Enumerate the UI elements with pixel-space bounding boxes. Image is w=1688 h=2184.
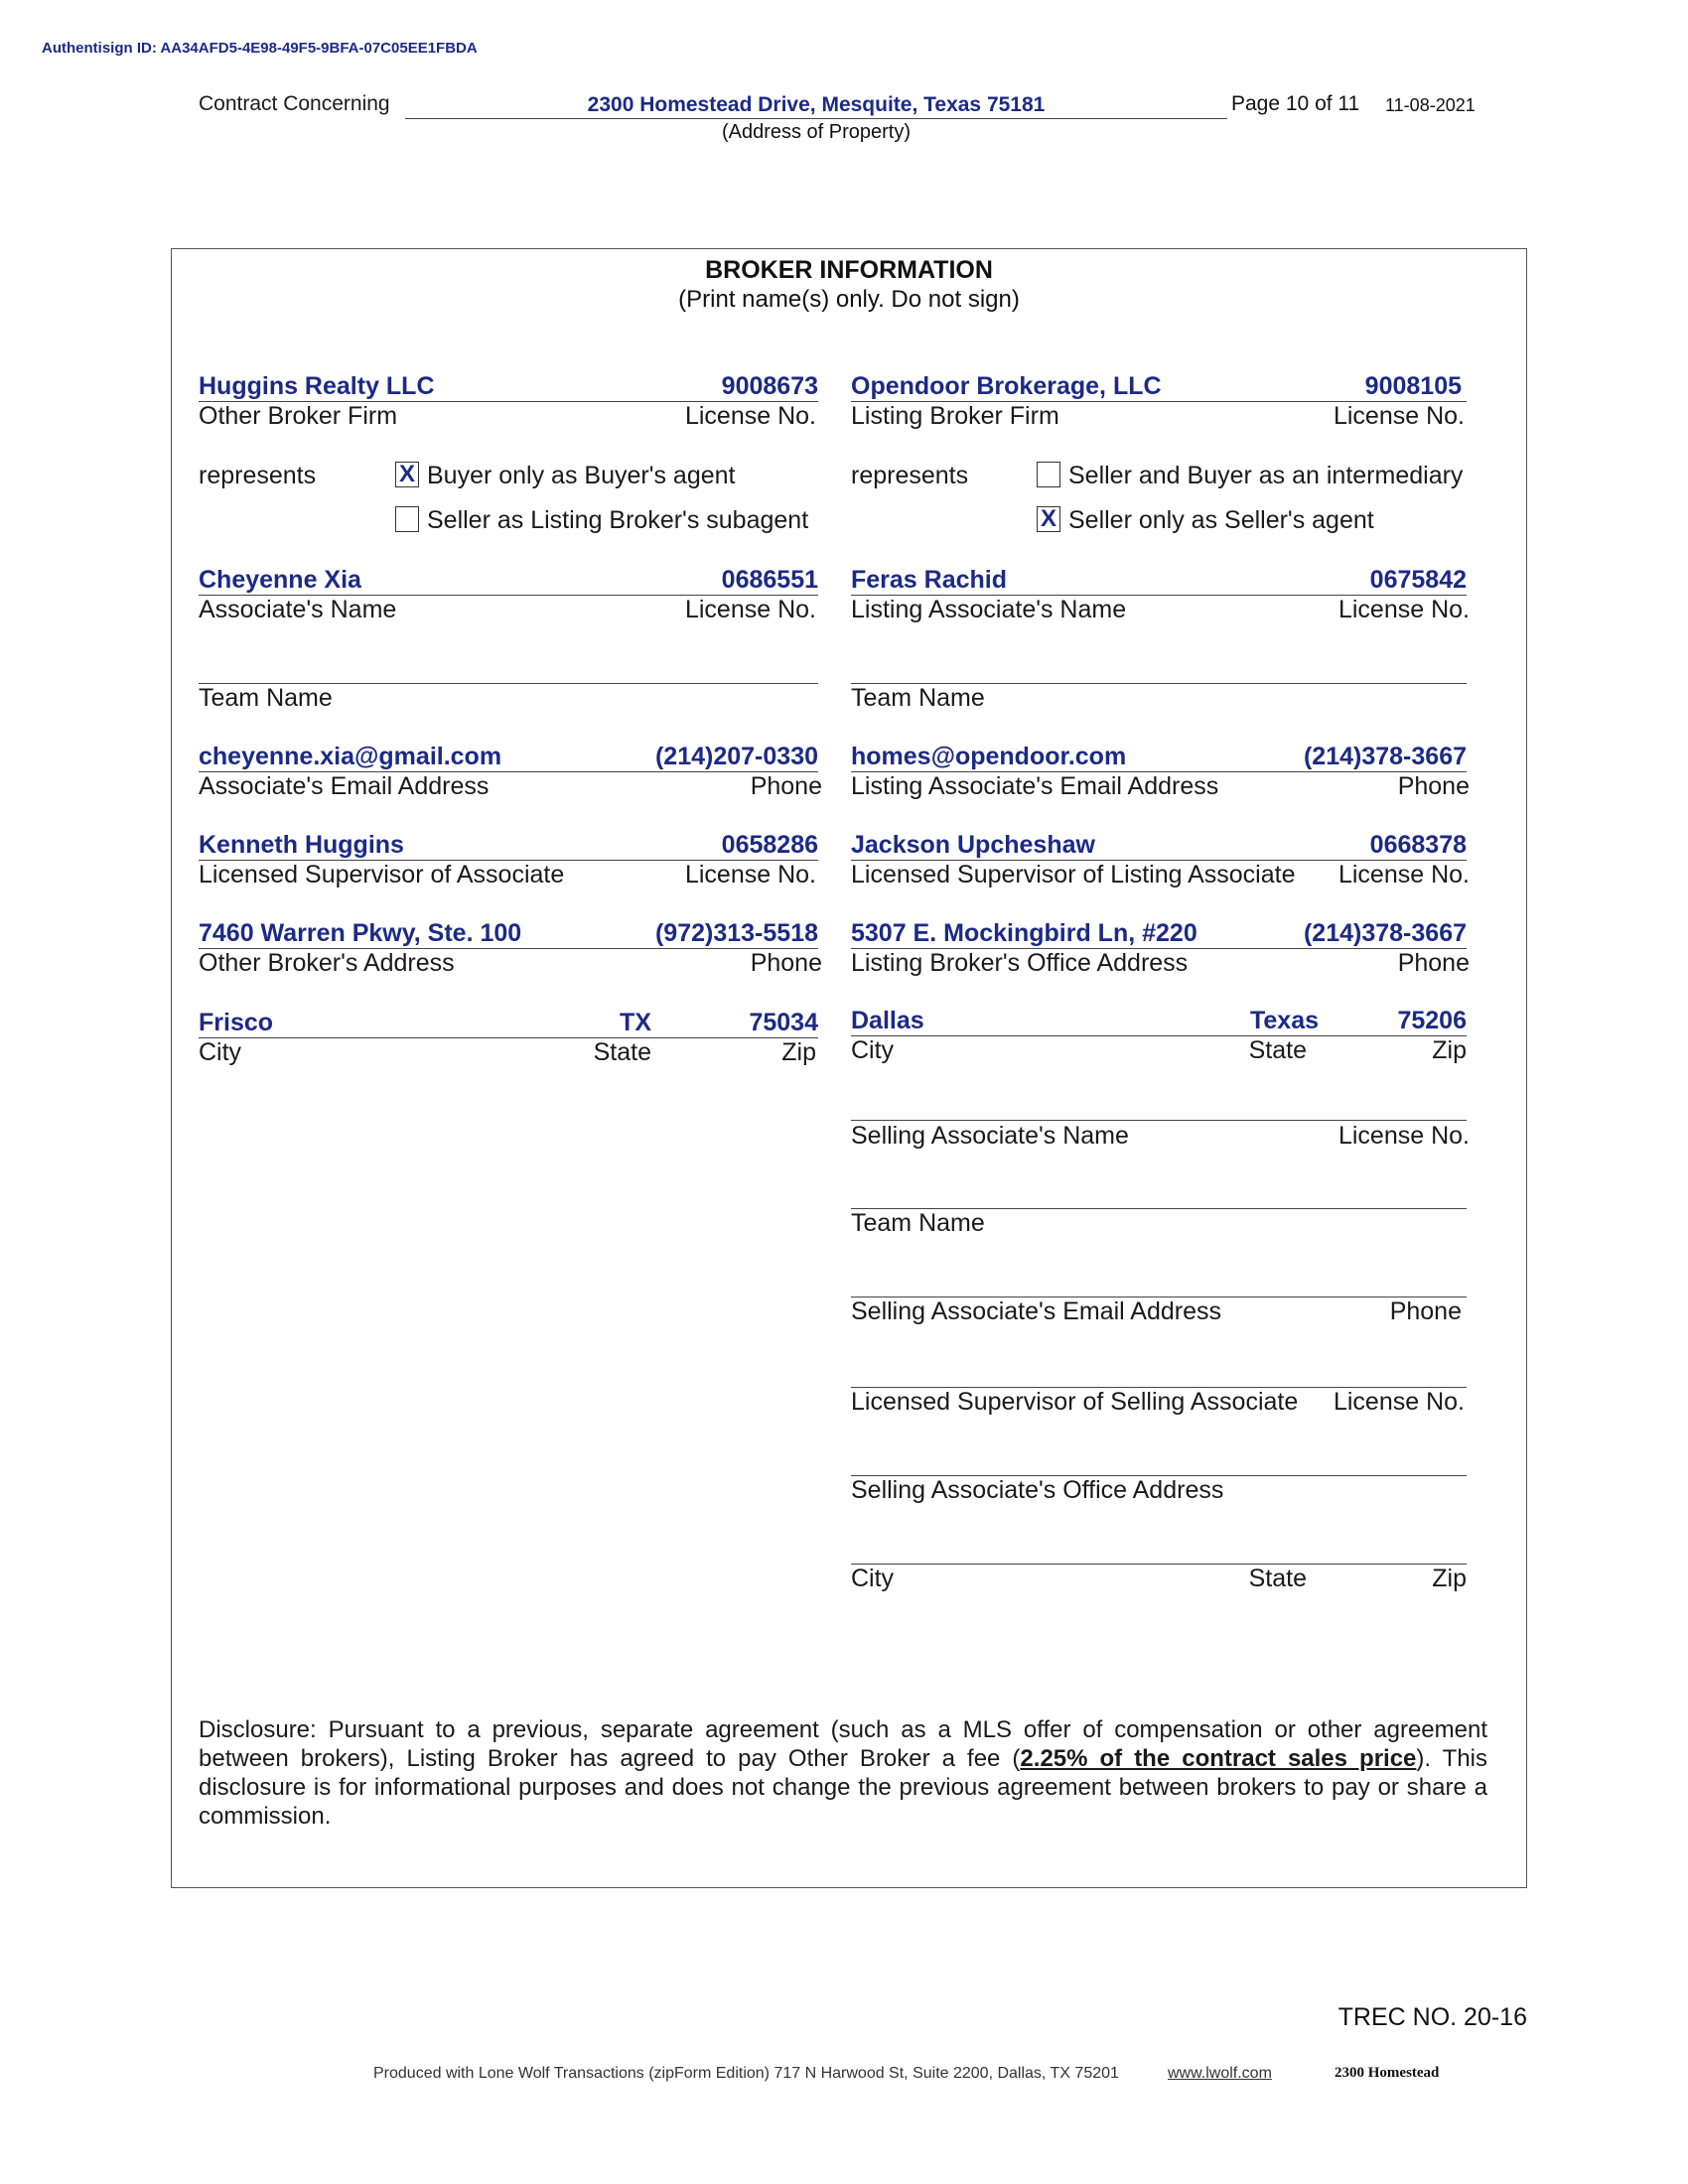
listing-supervisor-label: Licensed Supervisor of Listing Associate [851, 861, 1296, 888]
seller-agent-checkbox[interactable]: X [1037, 506, 1060, 532]
associate-email[interactable]: cheyenne.xia@gmail.com [199, 743, 502, 770]
other-broker-license[interactable]: 9008673 [721, 372, 818, 400]
disclosure-fee[interactable]: 2.25% of the contract sales price [1020, 1745, 1417, 1772]
listing-supervisor-license-label: License No. [1337, 861, 1470, 888]
associate-license[interactable]: 0686551 [721, 566, 818, 594]
produced-by: Produced with Lone Wolf Transactions (zipForm Edition) 717 N Harwood St, Suite 2200, Dallas, TX 75201 [373, 2065, 1119, 2082]
trec-form-number: TREC NO. 20-16 [1337, 2003, 1527, 2031]
listing-broker-state-label: State [1248, 1036, 1307, 1064]
listing-associate-license[interactable]: 0675842 [1369, 566, 1467, 594]
property-address-line [405, 118, 1227, 119]
other-broker-address-label: Other Broker's Address [199, 949, 455, 977]
other-broker-license-label: License No. [684, 402, 816, 430]
selling-associate-name-label: Selling Associate's Name [851, 1122, 1129, 1150]
listing-broker-city[interactable]: Dallas [851, 1007, 924, 1034]
authentisign-id: Authentisign ID: AA34AFD5-4E98-49F5-9BFA-07C05EE1FBDA [42, 40, 478, 57]
file-name: 2300 Homestead [1335, 2065, 1440, 2081]
associate-phone-label: Phone [750, 772, 822, 800]
other-broker-state[interactable]: TX [620, 1009, 651, 1036]
listing-broker-city-label: City [851, 1036, 895, 1064]
associate-email-label: Associate's Email Address [199, 772, 490, 800]
section-heading: BROKER INFORMATION [705, 256, 993, 284]
seller-subagent-checkbox[interactable] [395, 506, 419, 532]
listing-associate-license-label: License No. [1337, 596, 1470, 623]
supervisor-license-label: License No. [684, 861, 816, 888]
listing-broker-state[interactable]: Texas [1249, 1007, 1319, 1034]
listing-associate-phone-label: Phone [1397, 772, 1470, 800]
team-name-label: Team Name [199, 684, 333, 712]
supervisor-name[interactable]: Kenneth Huggins [199, 831, 404, 859]
listing-supervisor-license[interactable]: 0668378 [1369, 831, 1467, 859]
intermediary-option-label: Seller and Buyer as an intermediary [1068, 462, 1464, 489]
listing-broker-firm[interactable]: Opendoor Brokerage, LLC [851, 372, 1162, 400]
listing-associate-email[interactable]: homes@opendoor.com [851, 743, 1127, 770]
broker-information-box [171, 248, 1527, 1888]
other-broker-firm-label: Other Broker Firm [199, 402, 398, 430]
seller-agent-option-label: Seller only as Seller's agent [1068, 506, 1374, 534]
selling-phone-label: Phone [1389, 1297, 1462, 1325]
other-broker-zip-label: Zip [781, 1038, 816, 1066]
associate-license-label: License No. [684, 596, 816, 623]
lwolf-link[interactable]: www.lwolf.com [1168, 2065, 1272, 2082]
selling-city-label: City [851, 1565, 895, 1592]
page-info: Page 10 of 11 [1231, 92, 1360, 115]
property-address: 2300 Homestead Drive, Mesquite, Texas 75181 [587, 93, 1046, 116]
other-broker-city-label: City [199, 1038, 242, 1066]
other-broker-phone-label: Phone [750, 949, 822, 977]
disclosure-paragraph [199, 1715, 1487, 1831]
buyer-agent-checkbox[interactable]: X [395, 462, 419, 487]
listing-associate-phone[interactable]: (214)378-3667 [1303, 743, 1467, 770]
other-broker-city[interactable]: Frisco [199, 1009, 274, 1036]
seller-subagent-option-label: Seller as Listing Broker's subagent [427, 506, 809, 534]
listing-associate-name-label: Listing Associate's Name [851, 596, 1127, 623]
associate-name-label: Associate's Name [199, 596, 397, 623]
selling-email-label: Selling Associate's Email Address [851, 1297, 1222, 1325]
listing-broker-represents-label: represents [851, 462, 969, 489]
listing-associate-name[interactable]: Feras Rachid [851, 566, 1008, 594]
supervisor-license[interactable]: 0658286 [721, 831, 818, 859]
associate-phone[interactable]: (214)207-0330 [654, 743, 818, 770]
listing-broker-address[interactable]: 5307 E. Mockingbird Ln, #220 [851, 919, 1197, 947]
contract-concerning-label: Contract Concerning [199, 92, 390, 115]
listing-broker-zip-label: Zip [1432, 1036, 1467, 1064]
other-broker-address[interactable]: 7460 Warren Pkwy, Ste. 100 [199, 919, 522, 947]
listing-broker-license-label: License No. [1333, 402, 1465, 430]
listing-broker-firm-label: Listing Broker Firm [851, 402, 1059, 430]
disclosure-text-after: ). This disclosure is for informational purposes and does not change the previous agreement between brokers to pay or share a commission. [199, 1745, 1488, 1830]
listing-associate-email-label: Listing Associate's Email Address [851, 772, 1219, 800]
selling-associate-name-line[interactable] [851, 1120, 1467, 1121]
selling-supervisor-license-label: License No. [1333, 1388, 1465, 1416]
other-broker-phone[interactable]: (972)313-5518 [654, 919, 818, 947]
listing-supervisor-name[interactable]: Jackson Upcheshaw [851, 831, 1095, 859]
selling-zip-label: Zip [1432, 1565, 1467, 1592]
form-date: 11-08-2021 [1385, 95, 1476, 115]
other-broker-firm[interactable]: Huggins Realty LLC [199, 372, 435, 400]
listing-broker-address-label: Listing Broker's Office Address [851, 949, 1189, 977]
selling-associate-license-label: License No. [1337, 1122, 1470, 1150]
other-broker-represents-label: represents [199, 462, 317, 489]
listing-broker-license[interactable]: 9008105 [1364, 372, 1462, 400]
associate-name[interactable]: Cheyenne Xia [199, 566, 361, 594]
other-broker-zip[interactable]: 75034 [749, 1009, 818, 1036]
supervisor-label: Licensed Supervisor of Associate [199, 861, 565, 888]
section-subheading: (Print name(s) only. Do not sign) [678, 286, 1020, 313]
address-caption: (Address of Property) [721, 121, 912, 143]
disclosure-text-before: Disclosure: Pursuant to a previous, separate agreement (such as a MLS offer of compensation or other agreement between brokers), Listing Broker has agreed to pay Other Broker a fee ( [199, 1716, 1487, 1772]
intermediary-checkbox[interactable] [1037, 462, 1060, 487]
selling-team-name-label: Team Name [851, 1209, 985, 1237]
buyer-agent-option-label: Buyer only as Buyer's agent [427, 462, 736, 489]
other-broker-state-label: State [593, 1038, 651, 1066]
listing-broker-zip[interactable]: 75206 [1397, 1007, 1467, 1034]
selling-office-label: Selling Associate's Office Address [851, 1476, 1224, 1504]
listing-broker-phone-label: Phone [1397, 949, 1470, 977]
listing-broker-phone[interactable]: (214)378-3667 [1303, 919, 1467, 947]
selling-state-label: State [1248, 1565, 1307, 1592]
selling-supervisor-label: Licensed Supervisor of Selling Associate [851, 1388, 1299, 1416]
listing-team-name-label: Team Name [851, 684, 985, 712]
